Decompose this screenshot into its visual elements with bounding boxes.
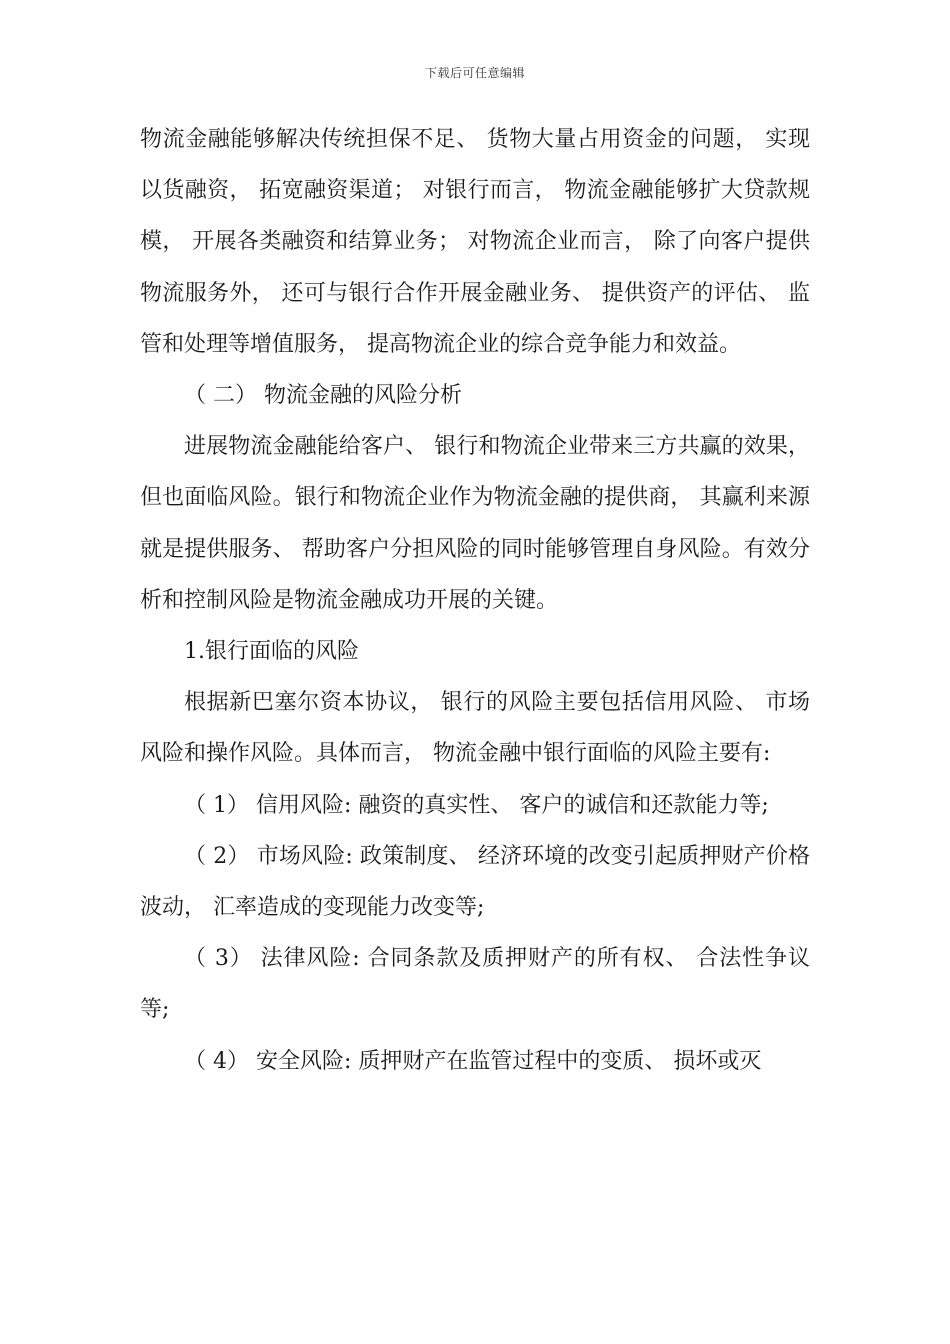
body-text (140, 114, 810, 1087)
subheading-bank-risks: 1.银行面临的风险 (184, 639, 359, 665)
paragraph-risk-overview: 进展物流金融能给客户、 银行和物流企业带来三方共赢的效果， 但也面临风险。银行和物流企业作为物流金融的提供商， 其赢利来源就是提供服务、 帮助客户分担风险的同时能够管理自身风险。有效分析和控制风险是物流金融成功开展的关键。 (140, 434, 810, 613)
list-item-legal-risk: （ 3） 法律风险: 合同条款及质押财产的所有权、 合法性争议等; (140, 946, 810, 1023)
header-note: 下载后可任意编辑 (424, 66, 525, 80)
section-heading-risk-analysis: （ 二） 物流金融的风险分析 (184, 383, 462, 409)
list-item-safety-risk: （ 4） 安全风险: 质押财产在监管过程中的变质、 损坏或灭 (184, 1048, 762, 1074)
paragraph-logistics-finance-benefits: 物流金融能够解决传统担保不足、 货物大量占用资金的问题， 实现以货融资， 拓宽融资渠道； 对银行而言， 物流金融能够扩大贷款规模， 开展各类融资和结算业务； 对物流企业而言， 除了向客户提供物流服务外， 还可与银行合作开展金融业务、 提供资产的评估、 监管和处理等增值服务， 提高物流企业的综合竞争能力和效益。 (140, 127, 810, 357)
paragraph-basel-risks: 根据新巴塞尔资本协议， 银行的风险主要包括信用风险、 市场风险和操作风险。具体而言， 物流金融中银行面临的风险主要有: (140, 690, 810, 767)
list-item-credit-risk: （ 1） 信用风险: 融资的真实性、 客户的诚信和还款能力等; (184, 792, 769, 818)
list-item-market-risk: （ 2） 市场风险: 政策制度、 经济环境的改变引起质押财产价格波动， 汇率造成的变现能力改变等; (140, 843, 810, 921)
